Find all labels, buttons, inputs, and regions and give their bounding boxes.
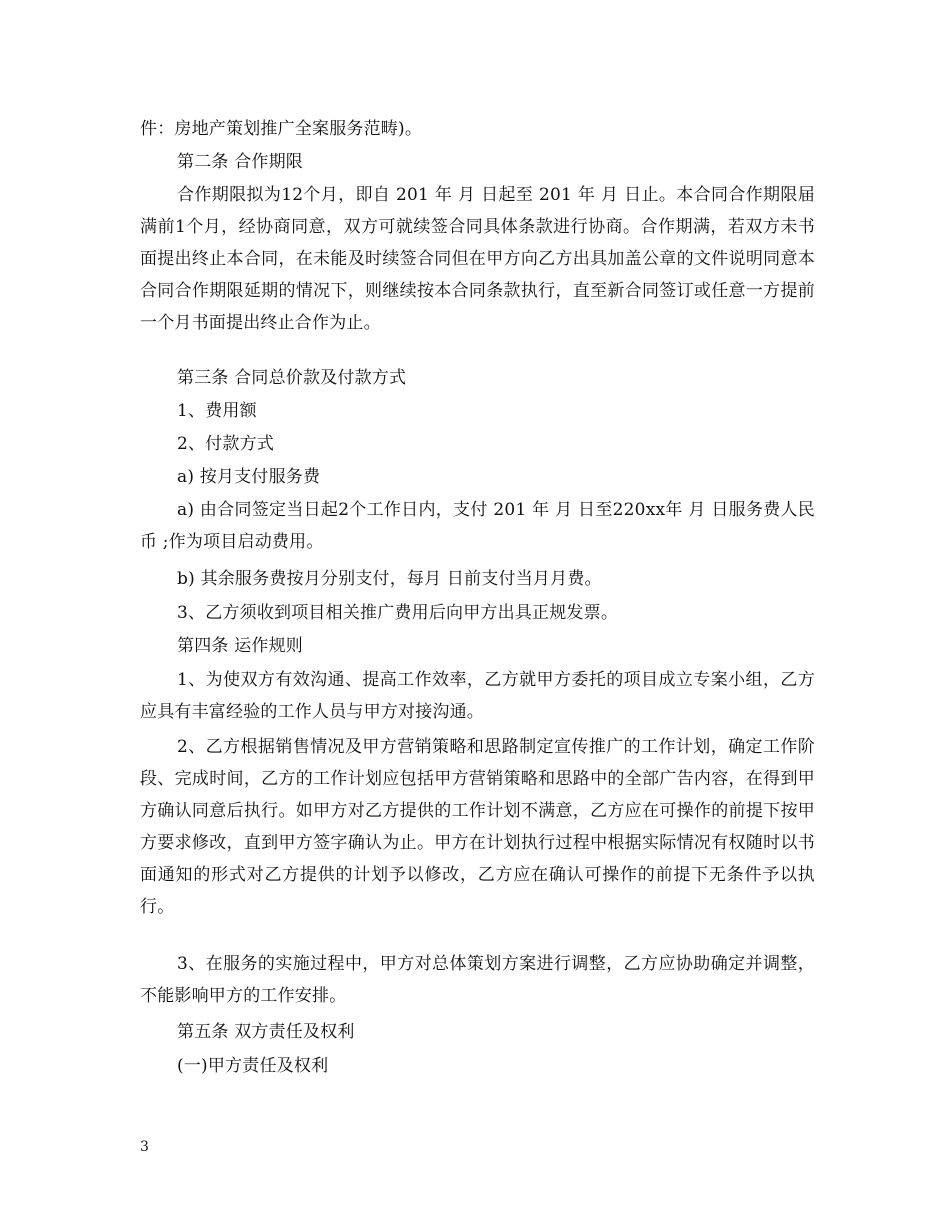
paragraph-remaining-fees: b) 其余服务费按月分别支付，每月 日前支付当月月费。 (177, 569, 602, 589)
heading-party-a-duties: (一)甲方责任及权利 (177, 1056, 329, 1076)
heading-article-5: 第五条 双方责任及权利 (177, 1022, 355, 1042)
heading-article-2: 第二条 合作期限 (177, 152, 304, 172)
paragraph-rule-2: 2、乙方根据销售情况及甲方营销策略和思路制定宣传推广的工作计划，确定工作阶段、完成时间，乙方的工作计划应包括甲方营销策略和思路中的全部广告内容，在得到甲方确认同意后执行。如甲方对乙方提供的工作计划不满意，乙方应在可操作的前提下按甲方要求修改，直到甲方签字确认为止。甲方在计划执行过程中根据实际情况有权随时以书面通知的形式对乙方提供的计划予以修改，乙方应在确认可操作的前提下无条件予以执行。 (140, 737, 815, 917)
paragraph-startup-fee: a) 由合同签定当日起2个工作日内，支付 201 年 月 日至220xx年 月 日服务费人民币 ;作为项目启动费用。 (140, 500, 815, 552)
paragraph-invoice: 3、乙方须收到项目相关推广费用后向甲方出具正规发票。 (177, 603, 619, 623)
paragraph-rule-3: 3、在服务的实施过程中，甲方对总体策划方案进行调整，乙方应协助确定并调整，不能影响甲方的工作安排。 (140, 954, 815, 1006)
item-monthly-payment: a) 按月支付服务费 (177, 467, 321, 487)
paragraph-scope-continuation: 件：房地产策划推广全案服务范畴)。 (140, 119, 423, 139)
page-number: 3 (140, 1139, 149, 1155)
paragraph-rule-1: 1、为使双方有效沟通、提高工作效率，乙方就甲方委托的项目成立专案小组，乙方应具有丰富经验的工作人员与甲方对接沟通。 (140, 670, 815, 722)
item-fee-amount: 1、费用额 (177, 401, 257, 421)
paragraph-cooperation-term: 合作期限拟为12个月，即自 201 年 月 日起至 201 年 月 日止。本合同合作期限届满前1个月，经协商同意，双方可就续签合同具体条款进行协商。合作期满，若双方未书面提出终止本合同，在未能及时续签合同但在甲方向乙方出具加盖公章的文件说明同意本合同合作期限延期的情况下，则继续按本合同条款执行，直至新合同签订或任意一方提前一个月书面提出终止合作为止。 (140, 185, 815, 333)
heading-article-3: 第三条 合同总价款及付款方式 (177, 368, 407, 388)
item-payment-method: 2、付款方式 (177, 434, 275, 454)
heading-article-4: 第四条 运作规则 (177, 636, 304, 656)
